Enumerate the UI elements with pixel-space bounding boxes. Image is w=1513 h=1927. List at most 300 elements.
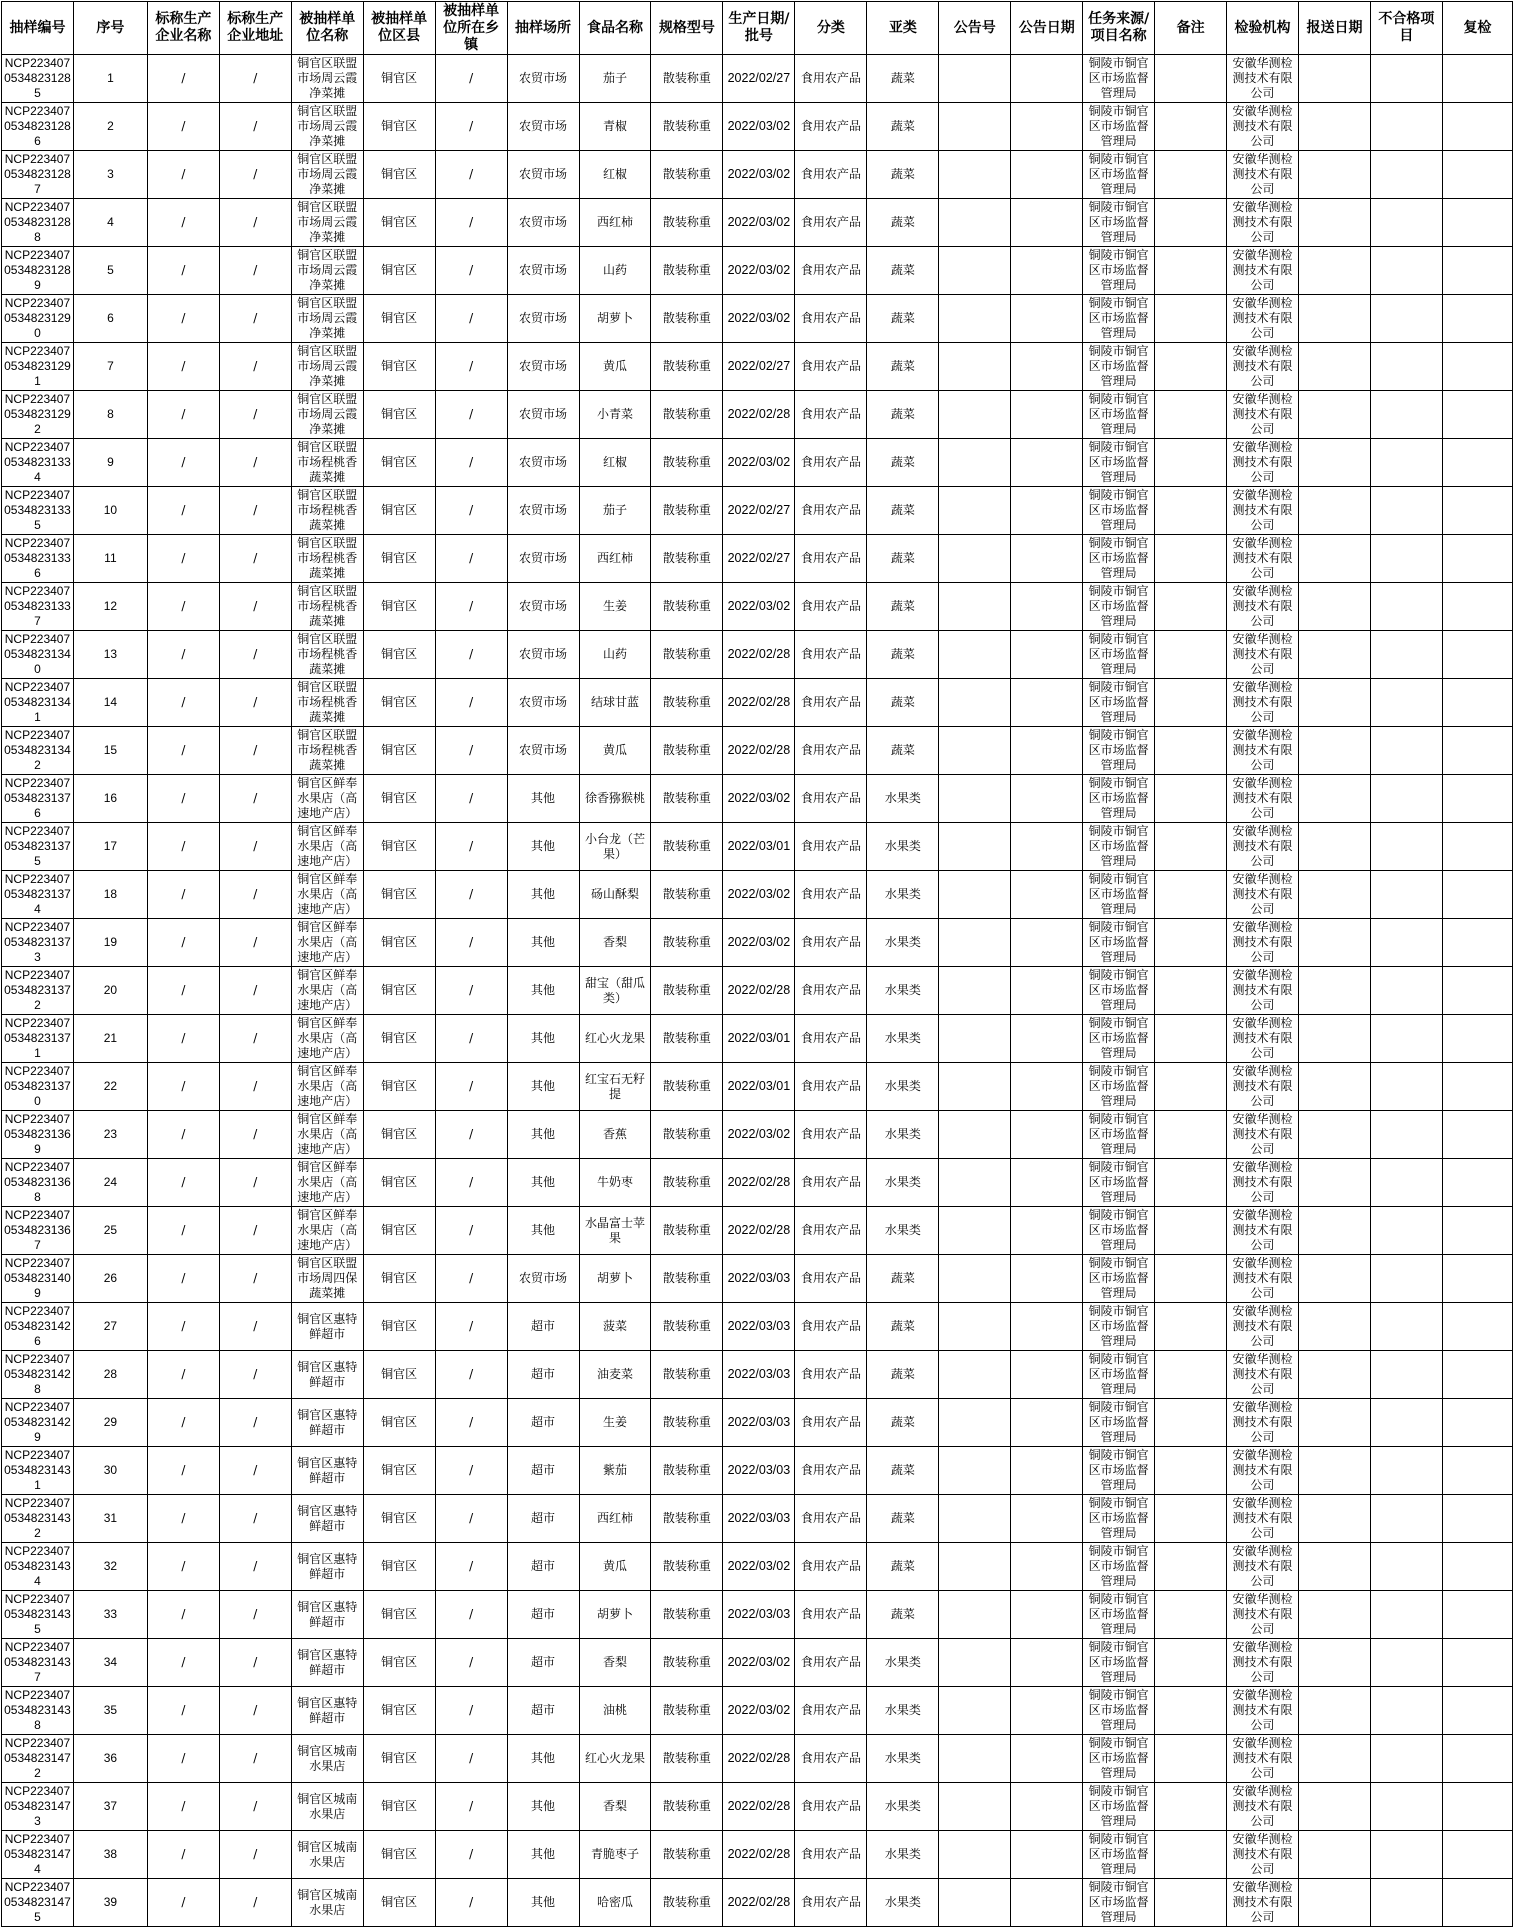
report-date-cell [1299,1687,1371,1735]
notice-date-cell [1011,487,1083,535]
report-date-cell [1299,1639,1371,1687]
town-cell: / [435,1063,507,1111]
notice-no-cell [939,535,1011,583]
failed-items-cell [1370,1015,1442,1063]
table-row [2,103,1513,151]
food-name-cell: 黄瓜 [579,727,651,775]
sampling-place-cell: 农贸市场 [507,295,579,343]
report-date-cell [1299,679,1371,727]
report-date-cell [1299,439,1371,487]
prod-date-cell: 2022/02/28 [723,1831,795,1879]
spec-cell: 散装称重 [651,1783,723,1831]
food-name-cell: 茄子 [579,55,651,103]
sampling-place-cell: 超市 [507,1543,579,1591]
sampled-unit-cell: 铜官区城南水果店 [291,1783,363,1831]
remarks-cell [1155,1351,1227,1399]
notice-no-cell [939,967,1011,1015]
notice-no-cell [939,151,1011,199]
task-source-cell: 铜陵市铜官区市场监督管理局 [1083,631,1155,679]
remarks-cell [1155,1063,1227,1111]
sample-id-cell: NCP22340705348231288 [2,199,74,247]
notice-no-cell [939,679,1011,727]
task-source-cell: 铜陵市铜官区市场监督管理局 [1083,919,1155,967]
seq-no-cell: 33 [73,1591,147,1639]
table-row [2,1303,1513,1351]
town-cell: / [435,391,507,439]
district-cell: 铜官区 [363,103,435,151]
seq-no-cell: 7 [73,343,147,391]
producer-name-cell: / [147,1687,219,1735]
producer-address-cell: / [219,1399,291,1447]
table-row [2,727,1513,775]
sample-id-cell: NCP22340705348231369 [2,1111,74,1159]
district-cell: 铜官区 [363,919,435,967]
food-name-cell: 哈密瓜 [579,1879,651,1927]
spec-cell: 散装称重 [651,151,723,199]
notice-date-cell [1011,1207,1083,1255]
food-name-cell: 西红柿 [579,1495,651,1543]
producer-address-cell: / [219,1111,291,1159]
sampling-place-cell: 农贸市场 [507,199,579,247]
sampling-place-cell: 农贸市场 [507,1255,579,1303]
sample-id-cell: NCP22340705348231292 [2,391,74,439]
table-row [2,871,1513,919]
producer-name-cell: / [147,343,219,391]
task-source-cell: 铜陵市铜官区市场监督管理局 [1083,1831,1155,1879]
report-date-cell [1299,1255,1371,1303]
category-cell: 食用农产品 [795,1447,867,1495]
report-date-cell [1299,1543,1371,1591]
spec-cell: 散装称重 [651,823,723,871]
producer-name-cell: / [147,823,219,871]
task-source-cell: 铜陵市铜官区市场监督管理局 [1083,103,1155,151]
producer-address-cell: / [219,1207,291,1255]
sampled-unit-cell: 铜官区城南水果店 [291,1735,363,1783]
failed-items-cell [1370,391,1442,439]
failed-items-cell [1370,439,1442,487]
retest-cell [1442,679,1512,727]
category-cell: 食用农产品 [795,583,867,631]
retest-cell [1442,1543,1512,1591]
district-cell: 铜官区 [363,247,435,295]
retest-cell [1442,583,1512,631]
food-name-cell: 香梨 [579,919,651,967]
retest-cell [1442,1591,1512,1639]
category-cell: 食用农产品 [795,727,867,775]
seq-no-cell: 32 [73,1543,147,1591]
sample-id-cell: NCP22340705348231334 [2,439,74,487]
task-source-cell: 铜陵市铜官区市场监督管理局 [1083,967,1155,1015]
notice-date-cell [1011,871,1083,919]
prod-date-cell: 2022/03/03 [723,1255,795,1303]
sampling-place-cell: 农贸市场 [507,343,579,391]
sampling-place-cell: 其他 [507,1831,579,1879]
category-cell: 食用农产品 [795,775,867,823]
col-subcategory-header: 亚类 [867,2,939,55]
subcategory-cell: 蔬菜 [867,295,939,343]
sampled-unit-cell: 铜官区鲜奉水果店（高速地产店） [291,1111,363,1159]
remarks-cell [1155,1399,1227,1447]
remarks-cell [1155,1783,1227,1831]
food-name-cell: 红心火龙果 [579,1015,651,1063]
town-cell: / [435,247,507,295]
seq-no-cell: 30 [73,1447,147,1495]
testing-agency-cell: 安徽华测检测技术有限公司 [1227,1543,1299,1591]
food-name-cell: 香蕉 [579,1111,651,1159]
food-name-cell: 青脆枣子 [579,1831,651,1879]
remarks-cell [1155,1543,1227,1591]
retest-cell [1442,1831,1512,1879]
town-cell: / [435,919,507,967]
prod-date-cell: 2022/03/02 [723,1687,795,1735]
seq-no-cell: 12 [73,583,147,631]
task-source-cell: 铜陵市铜官区市场监督管理局 [1083,1879,1155,1927]
district-cell: 铜官区 [363,871,435,919]
category-cell: 食用农产品 [795,391,867,439]
producer-address-cell: / [219,1639,291,1687]
subcategory-cell: 蔬菜 [867,631,939,679]
sampling-place-cell: 超市 [507,1639,579,1687]
remarks-cell [1155,775,1227,823]
producer-address-cell: / [219,1879,291,1927]
notice-no-cell [939,1495,1011,1543]
notice-no-cell [939,1015,1011,1063]
spec-cell: 散装称重 [651,1111,723,1159]
sampled-unit-cell: 铜官区联盟市场程桃香蔬菜摊 [291,439,363,487]
spec-cell: 散装称重 [651,343,723,391]
table-row [2,583,1513,631]
seq-no-cell: 9 [73,439,147,487]
category-cell: 食用农产品 [795,1543,867,1591]
producer-address-cell: / [219,1735,291,1783]
sample-id-cell: NCP22340705348231438 [2,1687,74,1735]
notice-no-cell [939,1111,1011,1159]
food-name-cell: 西红柿 [579,199,651,247]
category-cell: 食用农产品 [795,1111,867,1159]
producer-name-cell: / [147,535,219,583]
remarks-cell [1155,1879,1227,1927]
failed-items-cell [1370,727,1442,775]
notice-no-cell [939,583,1011,631]
subcategory-cell: 蔬菜 [867,1591,939,1639]
district-cell: 铜官区 [363,487,435,535]
table-row [2,1351,1513,1399]
food-name-cell: 胡萝卜 [579,1591,651,1639]
food-name-cell: 红宝石无籽提 [579,1063,651,1111]
retest-cell [1442,391,1512,439]
report-date-cell [1299,535,1371,583]
table-row [2,1639,1513,1687]
failed-items-cell [1370,1687,1442,1735]
producer-address-cell: / [219,1351,291,1399]
report-date-cell [1299,1207,1371,1255]
sample-id-cell: NCP22340705348231429 [2,1399,74,1447]
producer-address-cell: / [219,199,291,247]
task-source-cell: 铜陵市铜官区市场监督管理局 [1083,823,1155,871]
sampling-place-cell: 农贸市场 [507,151,579,199]
spec-cell: 散装称重 [651,583,723,631]
sampling-place-cell: 农贸市场 [507,247,579,295]
district-cell: 铜官区 [363,535,435,583]
task-source-cell: 铜陵市铜官区市场监督管理局 [1083,151,1155,199]
category-cell: 食用农产品 [795,199,867,247]
sampling-place-cell: 超市 [507,1399,579,1447]
table-row [2,391,1513,439]
sampled-unit-cell: 铜官区城南水果店 [291,1879,363,1927]
spec-cell: 散装称重 [651,727,723,775]
testing-agency-cell: 安徽华测检测技术有限公司 [1227,823,1299,871]
task-source-cell: 铜陵市铜官区市场监督管理局 [1083,727,1155,775]
notice-no-cell [939,439,1011,487]
seq-no-cell: 13 [73,631,147,679]
food-name-cell: 生姜 [579,1399,651,1447]
failed-items-cell [1370,1159,1442,1207]
table-row [2,535,1513,583]
prod-date-cell: 2022/02/28 [723,1207,795,1255]
col-failed-items-header: 不合格项目 [1370,2,1442,55]
sampled-unit-cell: 铜官区惠特鲜超市 [291,1447,363,1495]
subcategory-cell: 蔬菜 [867,727,939,775]
town-cell: / [435,1159,507,1207]
testing-agency-cell: 安徽华测检测技术有限公司 [1227,151,1299,199]
category-cell: 食用农产品 [795,103,867,151]
food-name-cell: 黄瓜 [579,1543,651,1591]
notice-date-cell [1011,679,1083,727]
sampled-unit-cell: 铜官区鲜奉水果店（高速地产店） [291,967,363,1015]
prod-date-cell: 2022/02/28 [723,679,795,727]
prod-date-cell: 2022/02/28 [723,1879,795,1927]
failed-items-cell [1370,535,1442,583]
district-cell: 铜官区 [363,1015,435,1063]
sample-id-cell: NCP22340705348231337 [2,583,74,631]
seq-no-cell: 10 [73,487,147,535]
sample-id-cell: NCP22340705348231434 [2,1543,74,1591]
sample-id-cell: NCP22340705348231291 [2,343,74,391]
sampling-place-cell: 其他 [507,967,579,1015]
subcategory-cell: 水果类 [867,1831,939,1879]
town-cell: / [435,439,507,487]
table-row [2,631,1513,679]
report-date-cell [1299,247,1371,295]
sampling-place-cell: 超市 [507,1447,579,1495]
testing-agency-cell: 安徽华测检测技术有限公司 [1227,1831,1299,1879]
notice-no-cell [939,1687,1011,1735]
district-cell: 铜官区 [363,1831,435,1879]
testing-agency-cell: 安徽华测检测技术有限公司 [1227,439,1299,487]
producer-name-cell: / [147,1111,219,1159]
notice-date-cell [1011,55,1083,103]
table-row [2,1879,1513,1927]
retest-cell [1442,247,1512,295]
col-report-date-header: 报送日期 [1299,2,1371,55]
category-cell: 食用农产品 [795,247,867,295]
notice-date-cell [1011,1159,1083,1207]
subcategory-cell: 水果类 [867,1063,939,1111]
prod-date-cell: 2022/02/28 [723,1735,795,1783]
col-remarks-header: 备注 [1155,2,1227,55]
remarks-cell [1155,487,1227,535]
report-date-cell [1299,295,1371,343]
seq-no-cell: 25 [73,1207,147,1255]
subcategory-cell: 蔬菜 [867,439,939,487]
subcategory-cell: 水果类 [867,1111,939,1159]
food-name-cell: 徐香猕猴桃 [579,775,651,823]
retest-cell [1442,1399,1512,1447]
table-row [2,1735,1513,1783]
producer-name-cell: / [147,775,219,823]
remarks-cell [1155,919,1227,967]
category-cell: 食用农产品 [795,919,867,967]
food-name-cell: 牛奶枣 [579,1159,651,1207]
subcategory-cell: 蔬菜 [867,199,939,247]
district-cell: 铜官区 [363,1255,435,1303]
retest-cell [1442,151,1512,199]
report-date-cell [1299,1351,1371,1399]
notice-no-cell [939,1159,1011,1207]
seq-no-cell: 17 [73,823,147,871]
prod-date-cell: 2022/03/03 [723,1591,795,1639]
table-row [2,919,1513,967]
seq-no-cell: 3 [73,151,147,199]
town-cell: / [435,1015,507,1063]
food-name-cell: 甜宝（甜瓜类） [579,967,651,1015]
failed-items-cell [1370,871,1442,919]
producer-name-cell: / [147,1015,219,1063]
report-date-cell [1299,487,1371,535]
spec-cell: 散装称重 [651,919,723,967]
food-name-cell: 油桃 [579,1687,651,1735]
district-cell: 铜官区 [363,1591,435,1639]
category-cell: 食用农产品 [795,1591,867,1639]
failed-items-cell [1370,55,1442,103]
failed-items-cell [1370,1111,1442,1159]
table-row [2,1591,1513,1639]
task-source-cell: 铜陵市铜官区市场监督管理局 [1083,1207,1155,1255]
food-name-cell: 红心火龙果 [579,1735,651,1783]
producer-address-cell: / [219,535,291,583]
food-name-cell: 香梨 [579,1783,651,1831]
retest-cell [1442,1447,1512,1495]
notice-no-cell [939,247,1011,295]
remarks-cell [1155,1687,1227,1735]
town-cell: / [435,775,507,823]
task-source-cell: 铜陵市铜官区市场监督管理局 [1083,439,1155,487]
col-category-header: 分类 [795,2,867,55]
prod-date-cell: 2022/03/02 [723,583,795,631]
report-date-cell [1299,343,1371,391]
town-cell: / [435,1255,507,1303]
retest-cell [1442,1207,1512,1255]
producer-name-cell: / [147,631,219,679]
producer-name-cell: / [147,1639,219,1687]
notice-no-cell [939,919,1011,967]
producer-name-cell: / [147,487,219,535]
report-date-cell [1299,727,1371,775]
food-name-cell: 小青菜 [579,391,651,439]
food-name-cell: 香梨 [579,1639,651,1687]
table-row [2,1111,1513,1159]
col-notice-no-header: 公告号 [939,2,1011,55]
report-date-cell [1299,1831,1371,1879]
table-row [2,823,1513,871]
sampled-unit-cell: 铜官区惠特鲜超市 [291,1351,363,1399]
remarks-cell [1155,1111,1227,1159]
sampling-place-cell: 农贸市场 [507,631,579,679]
producer-address-cell: / [219,1543,291,1591]
table-row [2,1543,1513,1591]
subcategory-cell: 水果类 [867,1879,939,1927]
notice-no-cell [939,1879,1011,1927]
category-cell: 食用农产品 [795,823,867,871]
prod-date-cell: 2022/03/03 [723,1495,795,1543]
sampled-unit-cell: 铜官区惠特鲜超市 [291,1303,363,1351]
retest-cell [1442,1159,1512,1207]
category-cell: 食用农产品 [795,1879,867,1927]
producer-name-cell: / [147,1783,219,1831]
subcategory-cell: 水果类 [867,919,939,967]
sample-id-cell: NCP22340705348231426 [2,1303,74,1351]
prod-date-cell: 2022/02/28 [723,727,795,775]
town-cell: / [435,1879,507,1927]
seq-no-cell: 20 [73,967,147,1015]
seq-no-cell: 26 [73,1255,147,1303]
subcategory-cell: 蔬菜 [867,1399,939,1447]
producer-name-cell: / [147,679,219,727]
spec-cell: 散装称重 [651,1879,723,1927]
category-cell: 食用农产品 [795,967,867,1015]
retest-cell [1442,1015,1512,1063]
report-date-cell [1299,1495,1371,1543]
notice-date-cell [1011,1879,1083,1927]
sampled-unit-cell: 铜官区联盟市场程桃香蔬菜摊 [291,487,363,535]
seq-no-cell: 15 [73,727,147,775]
testing-agency-cell: 安徽华测检测技术有限公司 [1227,1399,1299,1447]
sample-id-cell: NCP22340705348231437 [2,1639,74,1687]
notice-date-cell [1011,1687,1083,1735]
food-name-cell: 砀山酥梨 [579,871,651,919]
table-row [2,1015,1513,1063]
prod-date-cell: 2022/03/02 [723,199,795,247]
notice-no-cell [939,199,1011,247]
subcategory-cell: 蔬菜 [867,1543,939,1591]
subcategory-cell: 蔬菜 [867,1255,939,1303]
task-source-cell: 铜陵市铜官区市场监督管理局 [1083,583,1155,631]
subcategory-cell: 蔬菜 [867,487,939,535]
seq-no-cell: 6 [73,295,147,343]
failed-items-cell [1370,151,1442,199]
testing-agency-cell: 安徽华测检测技术有限公司 [1227,871,1299,919]
notice-no-cell [939,1303,1011,1351]
testing-agency-cell: 安徽华测检测技术有限公司 [1227,1015,1299,1063]
notice-no-cell [939,823,1011,871]
sampled-unit-cell: 铜官区联盟市场程桃香蔬菜摊 [291,679,363,727]
spec-cell: 散装称重 [651,1447,723,1495]
sampling-place-cell: 其他 [507,1735,579,1783]
notice-no-cell [939,1591,1011,1639]
table-row [2,1447,1513,1495]
sampled-unit-cell: 铜官区联盟市场周云霞净菜摊 [291,151,363,199]
task-source-cell: 铜陵市铜官区市场监督管理局 [1083,391,1155,439]
sampling-place-cell: 农贸市场 [507,487,579,535]
spec-cell: 散装称重 [651,1687,723,1735]
spec-cell: 散装称重 [651,871,723,919]
sampling-place-cell: 其他 [507,1015,579,1063]
remarks-cell [1155,439,1227,487]
producer-name-cell: / [147,919,219,967]
notice-date-cell [1011,151,1083,199]
prod-date-cell: 2022/03/02 [723,775,795,823]
spec-cell: 散装称重 [651,247,723,295]
